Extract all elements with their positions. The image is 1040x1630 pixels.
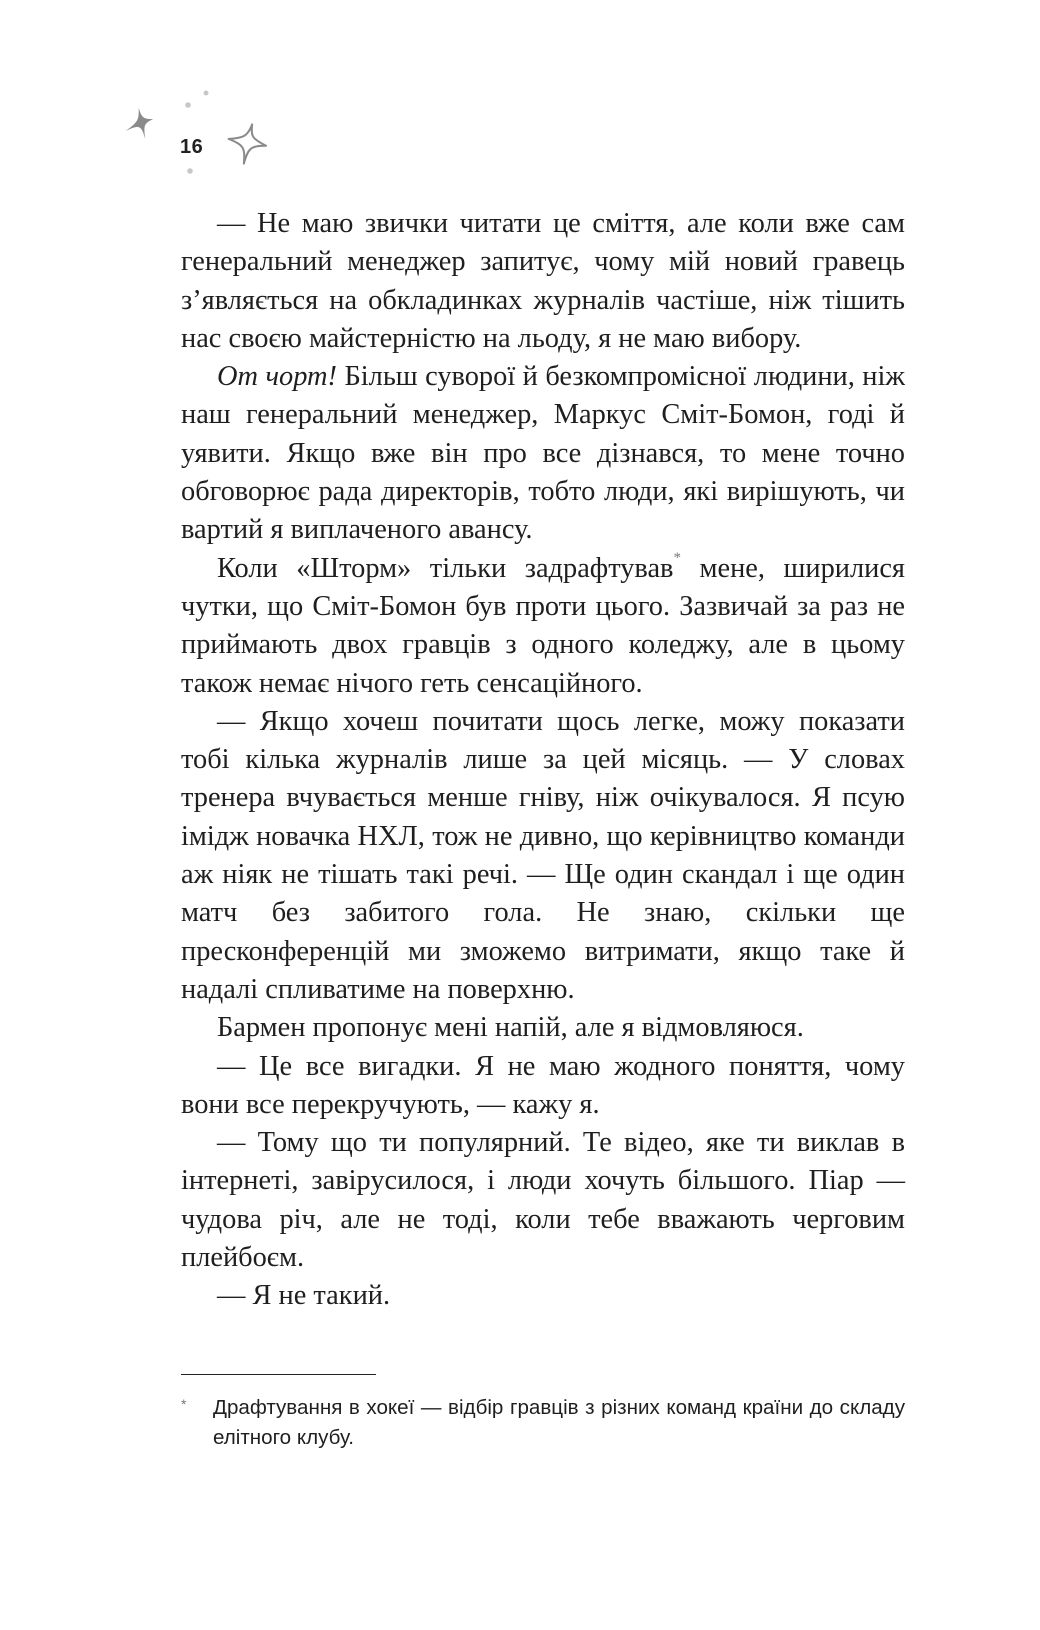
paragraph: — Не маю звички читати це сміття, але коли вже сам генеральний менеджер запитує, чому мій новий гравець з’являється на обкладинках журналів частіше, ніж тішить нас своєю майстерністю на льоду, я не маю вибору.	[181, 208, 905, 354]
paragraph-text: мене, ширилися чутки, що Сміт-Бомон був проти цього. Зазвичай за раз не приймають двох гравців з одного коледжу, але в цьому також немає нічого геть сенсаційного.	[181, 552, 905, 699]
footnote-text: Драфтування в хокеї — відбір гравців з різних команд країни до складу елітного клубу.	[213, 1396, 905, 1449]
filled-star-icon	[121, 105, 157, 143]
paragraph-text: Більш суворої й безкомпромісної людини, ніж наш генеральний менеджер, Маркус Сміт-Бомон, годі й уявити. Якщо вже він про все дізнався, то мене точно обговорює рада директорів, тобто люди, які вирішують, чи вартий я виплаченого авансу.	[181, 361, 905, 546]
footnote-marker: *	[181, 1396, 187, 1412]
footnote-divider	[181, 1374, 376, 1375]
paragraph: — Якщо хочеш почитати щось легке, можу показати тобі кілька журналів лише за цей місяць. — У словах тренера вчувається менше гніву, ніж очікувалося. Я псую імідж новачка НХЛ, тож не дивно, що керівництво команди аж ніяк не тішать такі речі. — Ще один скандал і ще один матч без забитого гола. Не знаю, скільки ще пресконференцій ми зможемо витримати, якщо таке й надалі спливатиме на поверхню.	[181, 705, 905, 1005]
paragraph: Бармен пропонує мені напій, але я відмовляюся.	[217, 1012, 804, 1044]
page-number: 16	[180, 136, 204, 158]
footnote-reference[interactable]: *	[673, 550, 681, 567]
page-header	[118, 84, 298, 194]
header-decoration	[118, 84, 298, 194]
paragraph	[181, 358, 905, 549]
dots-icon	[185, 91, 208, 174]
body-text	[181, 205, 905, 1316]
footnote	[181, 1393, 905, 1453]
paragraph: — Я не такий.	[217, 1280, 391, 1312]
paragraph-text: Коли «Шторм» тільки задрафтував	[217, 552, 674, 584]
paragraph	[181, 550, 905, 703]
outline-star-icon	[224, 120, 269, 167]
italic-phrase: От чорт!	[217, 361, 337, 393]
paragraph: — Це все вигадки. Я не маю жодного поняття, чому вони все перекручують, — кажу я.	[181, 1050, 905, 1120]
paragraph: — Тому що ти популярний. Те відео, яке ти виклав в інтернеті, завірусилося, і люди хочуть більшого. Піар — чудова річ, але не тоді, коли тебе вважають черговим плейбоєм.	[181, 1127, 905, 1274]
